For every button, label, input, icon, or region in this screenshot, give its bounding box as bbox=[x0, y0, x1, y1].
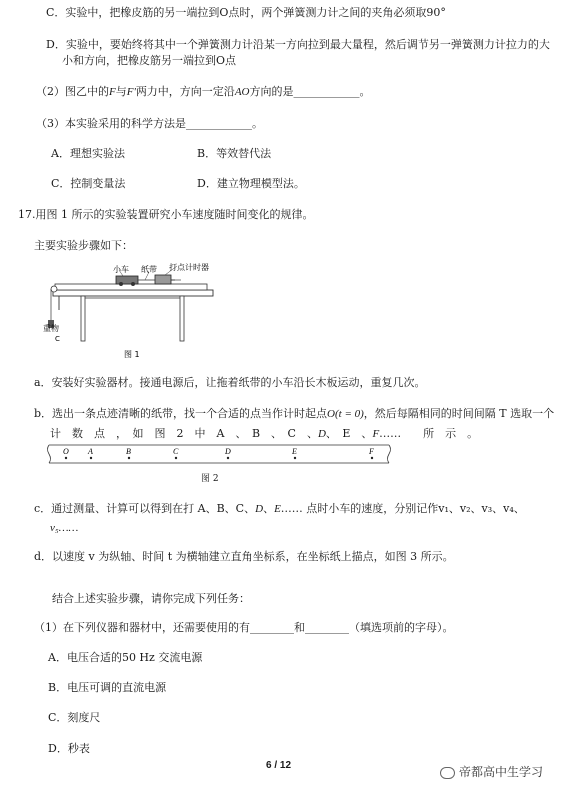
watermark bbox=[440, 763, 543, 780]
figure-1-caption: 图 1 bbox=[124, 350, 140, 359]
figure-2-caption: 图 2 bbox=[201, 474, 219, 484]
step-c-text: c．通过测量、计算可以得到在打 A、B、C、 bbox=[34, 502, 256, 515]
q17-step-b-line2 bbox=[50, 427, 478, 441]
q17-step-c-line2: v₅…… bbox=[50, 522, 79, 534]
tape-label-e: E bbox=[292, 447, 297, 456]
table bbox=[53, 284, 213, 341]
tape-dot-o bbox=[65, 457, 67, 459]
figure-1-apparatus bbox=[45, 262, 225, 364]
q16-sub2-f: F bbox=[109, 86, 116, 98]
task1-option-b: B．电压可调的直流电源 bbox=[48, 681, 167, 694]
q17-task-intro: 结合上述实验步骤，请你完成下列任务： bbox=[52, 592, 250, 605]
tape-label-a: A bbox=[88, 447, 93, 456]
step-b-line2-mid: 、 E 、 bbox=[325, 427, 373, 440]
q17-step-c-line1 bbox=[34, 502, 525, 516]
step-b-pre: b．选出一条点迹清晰的纸带，找一个合适的点当作计时起点 bbox=[34, 407, 328, 420]
task1-option-a: A．电压合适的50 Hz 交流电源 bbox=[48, 651, 203, 664]
step-b-post: ，然后每隔相同的时间间隔 T 选取一个 bbox=[363, 407, 555, 420]
tape-label-b: B bbox=[126, 447, 131, 456]
q16-sub3-option-b: B．等效替代法 bbox=[197, 147, 272, 160]
q17-step-d: d．以速度 v 为纵轴、时间 t 为横轴建立直角坐标系，在坐标纸上描点，如图 3 所示。 bbox=[34, 550, 454, 563]
q16-sub3: （3）本实验采用的科学方法是____________。 bbox=[36, 117, 263, 130]
q16-sub2-fprime: F' bbox=[126, 86, 136, 98]
q16-sub3-option-c: C．控制变量法 bbox=[51, 177, 126, 190]
tape-dot-f bbox=[371, 457, 373, 459]
q17-step-a: a．安装好实验器材。接通电源后，让拖着纸带的小车沿长木板运动，重复几次。 bbox=[34, 376, 426, 389]
q16-sub2 bbox=[36, 85, 370, 99]
tape-dot-a bbox=[90, 457, 92, 459]
step-b-line2-end: …… 所 示 。 bbox=[379, 427, 479, 440]
q17-task1: （1）在下列仪器和器材中，还需要使用的有________和________（填选项前的字母）。 bbox=[34, 621, 454, 634]
task1-option-d: D．秒表 bbox=[48, 742, 90, 755]
label-cart: 小车 bbox=[113, 265, 129, 274]
q16-sub2-text: 两力中，方向一定沿 bbox=[135, 85, 235, 98]
tape-dot-b bbox=[128, 457, 130, 459]
q17-step-b-line1 bbox=[34, 407, 554, 421]
q16-sub2-ao: AO bbox=[234, 86, 250, 98]
q16-option-d-line1: D．实验中，要始终将其中一个弹簧测力计沿某一方向拉到最大量程，然后调节另一弹簧测力计拉力的大 bbox=[46, 38, 550, 51]
q17-steps-heading: 主要实验步骤如下： bbox=[34, 239, 133, 252]
q16-sub2-prefix: （2）图乙中的 bbox=[36, 85, 109, 98]
step-c-mid: 、 bbox=[263, 502, 275, 515]
q16-option-c: C．实验中，把橡皮筋的另一端拉到O点时，两个弹簧测力计之间的夹角必须取90° bbox=[46, 6, 446, 19]
figure-2-tape bbox=[46, 443, 392, 465]
label-weight: 重物 bbox=[43, 324, 59, 333]
step-c-end: …… 点时小车的速度，分别记作v₁、v₂、v₃、v₄、 bbox=[280, 502, 525, 515]
tape-dot-c bbox=[175, 457, 177, 459]
q16-sub2-suffix: 方向的是____________。 bbox=[249, 85, 371, 98]
watermark-text: 帝都高中生学习 bbox=[459, 765, 544, 779]
tape-label-d: D bbox=[225, 447, 231, 456]
q16-sub3-option-d: D．建立物理模型法。 bbox=[197, 177, 305, 190]
task1-option-c: C．刻度尺 bbox=[48, 711, 101, 724]
tape-label-c: C bbox=[173, 447, 179, 456]
step-c-e: E bbox=[274, 503, 281, 515]
step-b-d: D bbox=[317, 428, 326, 440]
tape-label-o: O bbox=[63, 447, 69, 456]
page-number: 6 / 12 bbox=[266, 760, 292, 771]
ticker-timer bbox=[155, 275, 181, 284]
q16-sub2-mid: 与 bbox=[115, 85, 127, 98]
step-c-d: D bbox=[255, 503, 264, 515]
label-tape: 纸带 bbox=[141, 265, 157, 274]
q16-sub3-option-a: A．理想实验法 bbox=[51, 147, 125, 160]
step-b-f: F bbox=[372, 428, 380, 440]
step-b-line2-text: 计 数 点 ， 如 图 2 中 A 、 B 、 C 、 bbox=[50, 427, 318, 440]
label-timer: 打点计时器 bbox=[169, 263, 209, 272]
step-b-origin: O(t = 0) bbox=[327, 408, 364, 420]
wechat-icon bbox=[440, 767, 455, 779]
tape-dot-d bbox=[227, 457, 229, 459]
tape-dot-e bbox=[294, 457, 296, 459]
label-c: C bbox=[55, 335, 60, 343]
q16-option-d-line2: 小和方向，把橡皮筋另一端拉到O点 bbox=[62, 54, 237, 67]
q17-title: 17.用图 1 所示的实验装置研究小车速度随时间变化的规律。 bbox=[18, 208, 314, 221]
tape-label-f: F bbox=[369, 447, 374, 456]
